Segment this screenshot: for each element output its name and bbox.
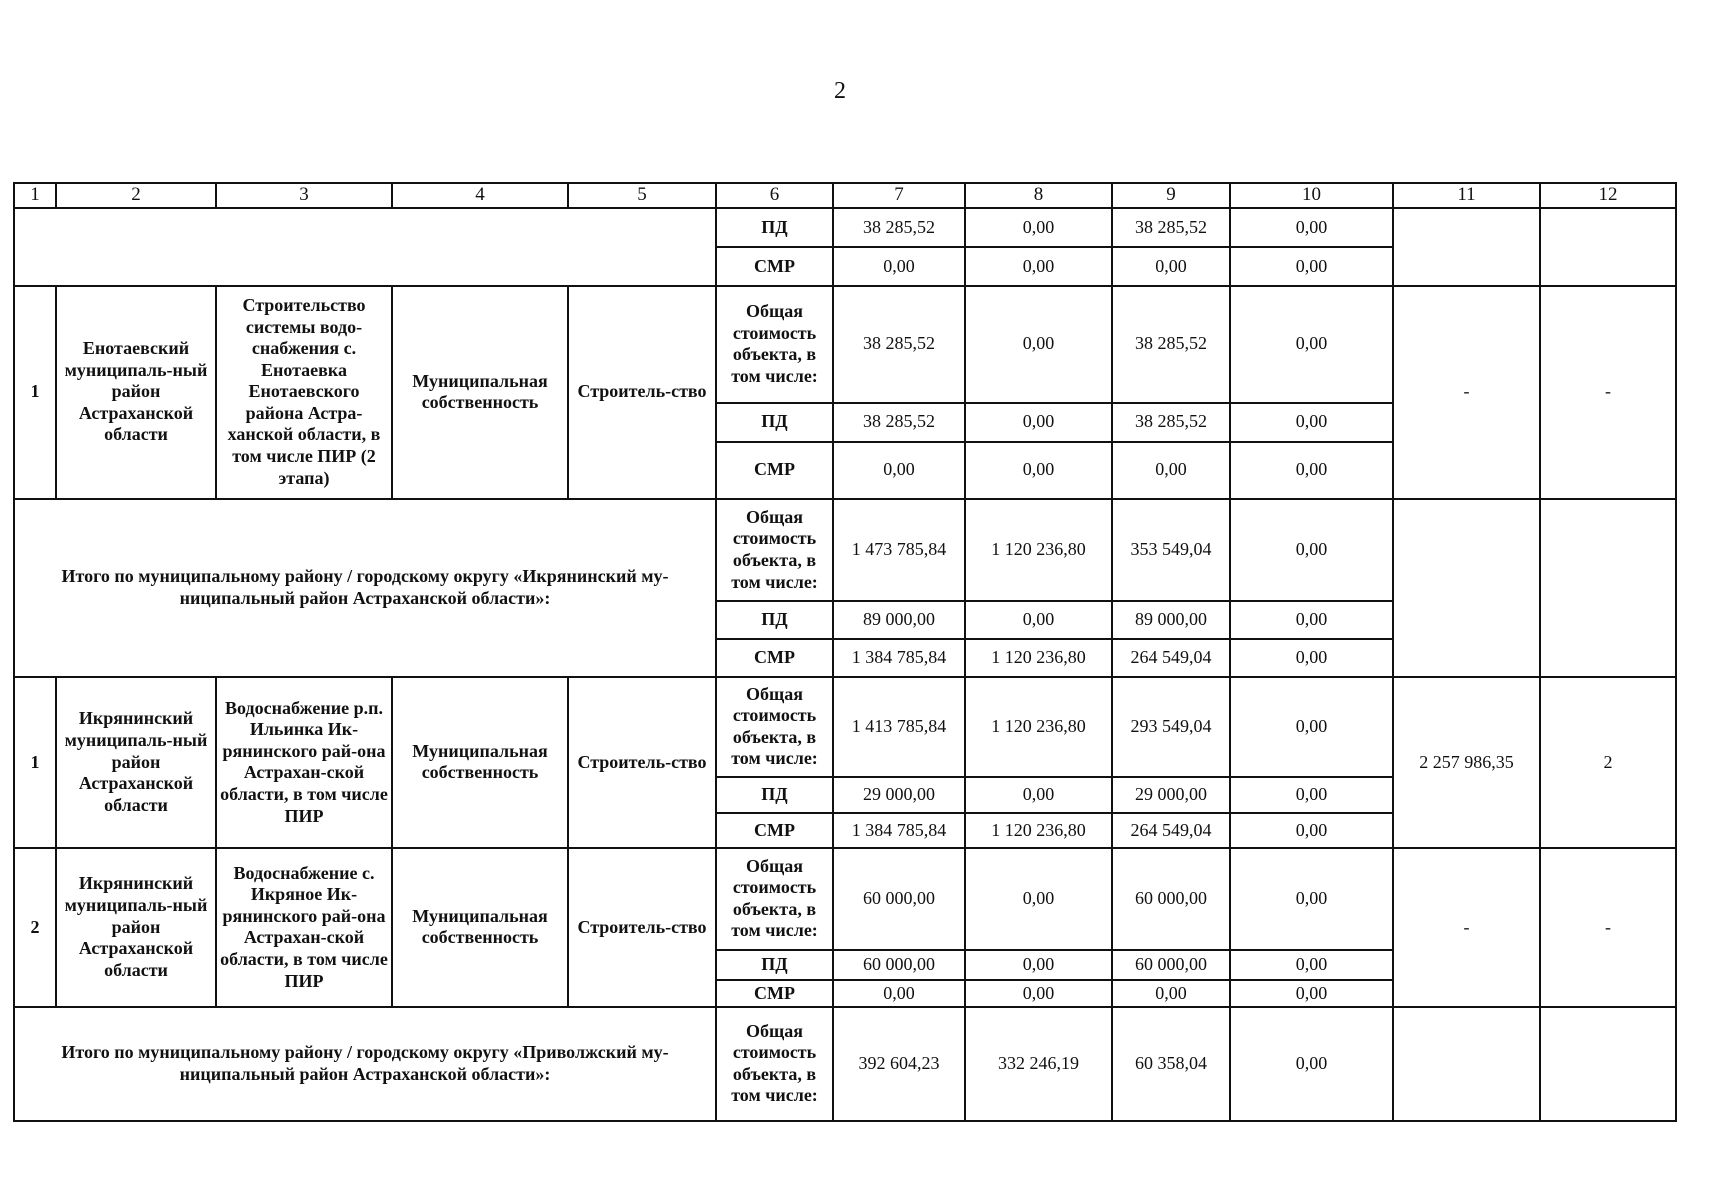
value-cell: 0,00	[1230, 247, 1393, 286]
value-cell: 38 285,52	[1112, 403, 1230, 442]
value-cell: 0,00	[965, 601, 1112, 639]
row-label-total: Общая стоимость объекта, в том числе:	[716, 677, 833, 777]
object-name-cell: Водоснабжение р.п. Ильинка Ик-рянинского рай-она Астрахан-ской области, в том числе ПИР	[216, 677, 392, 848]
value-cell: 0,00	[1230, 208, 1393, 247]
value-cell: 0,00	[1230, 950, 1393, 981]
value-cell: 1 413 785,84	[833, 677, 965, 777]
value-cell: 1 384 785,84	[833, 813, 965, 848]
value-cell: 1 120 236,80	[965, 677, 1112, 777]
value-cell: 38 285,52	[1112, 208, 1230, 247]
table-row	[14, 208, 1676, 247]
work-type-cell: Строитель-ство	[568, 848, 716, 1007]
page-number: 2	[834, 78, 846, 104]
value-cell: 0,00	[1230, 639, 1393, 677]
value-cell: 89 000,00	[1112, 601, 1230, 639]
value-cell: 38 285,52	[833, 286, 965, 403]
value-cell: 60 000,00	[833, 848, 965, 950]
value-cell: 0,00	[1230, 499, 1393, 602]
ownership-cell: Муниципальная собственность	[392, 286, 568, 499]
value-cell: 1 384 785,84	[833, 639, 965, 677]
value-cell: 0,00	[1230, 442, 1393, 499]
district-cell: Икрянинский муниципаль-ный район Астраханской области	[56, 677, 216, 848]
ownership-cell: Муниципальная собственность	[392, 677, 568, 848]
value-cell: 0,00	[965, 980, 1112, 1006]
row-label-pd: ПД	[716, 601, 833, 639]
value-cell: 1 120 236,80	[965, 499, 1112, 602]
value-cell: 0,00	[1230, 980, 1393, 1006]
value-cell: 0,00	[965, 777, 1112, 814]
value-cell: 353 549,04	[1112, 499, 1230, 602]
column-number: 10	[1230, 183, 1393, 208]
value-cell: 0,00	[1230, 813, 1393, 848]
column-number: 7	[833, 183, 965, 208]
value-cell: 89 000,00	[833, 601, 965, 639]
value-cell: 1 120 236,80	[965, 813, 1112, 848]
value-cell: 60 000,00	[1112, 950, 1230, 981]
value-cell: 0,00	[965, 286, 1112, 403]
column-number: 11	[1393, 183, 1540, 208]
value-cell: 0,00	[965, 950, 1112, 981]
column-number: 5	[568, 183, 716, 208]
budget-table	[13, 182, 1677, 1122]
row-number: 1	[14, 677, 56, 848]
value-cell: 0,00	[1230, 286, 1393, 403]
value-cell: 60 000,00	[1112, 848, 1230, 950]
row-label-total: Общая стоимость объекта, в том числе:	[716, 848, 833, 950]
value-cell: 0,00	[833, 980, 965, 1006]
value-cell: 293 549,04	[1112, 677, 1230, 777]
row-number: 2	[14, 848, 56, 1007]
value-cell: 29 000,00	[1112, 777, 1230, 814]
value-cell: 0,00	[965, 208, 1112, 247]
column-number: 12	[1540, 183, 1676, 208]
column-number: 4	[392, 183, 568, 208]
value-cell: 0,00	[833, 442, 965, 499]
row-label-total: Общая стоимость объекта, в том числе:	[716, 286, 833, 403]
empty-cell	[14, 208, 716, 285]
value-cell: 60 358,04	[1112, 1007, 1230, 1121]
value-cell: 38 285,52	[833, 208, 965, 247]
empty-cell	[1393, 499, 1540, 677]
value-cell: 0,00	[1230, 677, 1393, 777]
value-cell: 392 604,23	[833, 1007, 965, 1121]
object-name-cell: Строительство системы водо-снабжения с. Енотаевка Енотаевского района Астра-ханской области, в том числе ПИР (2 этапа)	[216, 286, 392, 499]
row-label-pd: ПД	[716, 777, 833, 814]
column-number: 9	[1112, 183, 1230, 208]
row-label-smr: СМР	[716, 813, 833, 848]
col12-cell: 2	[1540, 677, 1676, 848]
value-cell: 332 246,19	[965, 1007, 1112, 1121]
district-cell: Енотаевский муниципаль-ный район Астраханской области	[56, 286, 216, 499]
value-cell: 0,00	[1230, 1007, 1393, 1121]
value-cell: 38 285,52	[1112, 286, 1230, 403]
row-label-smr: СМР	[716, 639, 833, 677]
empty-cell	[1540, 499, 1676, 677]
table-row	[14, 286, 1676, 403]
empty-cell	[1540, 208, 1676, 285]
col12-cell: -	[1540, 286, 1676, 499]
value-cell: 0,00	[965, 848, 1112, 950]
value-cell: 38 285,52	[833, 403, 965, 442]
work-type-cell: Строитель-ство	[568, 677, 716, 848]
column-number: 2	[56, 183, 216, 208]
empty-cell	[1393, 208, 1540, 285]
row-label-pd: ПД	[716, 403, 833, 442]
column-number: 3	[216, 183, 392, 208]
col11-cell: 2 257 986,35	[1393, 677, 1540, 848]
value-cell: 264 549,04	[1112, 813, 1230, 848]
value-cell: 264 549,04	[1112, 639, 1230, 677]
table-row	[14, 848, 1676, 950]
value-cell: 0,00	[1230, 848, 1393, 950]
ownership-cell: Муниципальная собственность	[392, 848, 568, 1007]
value-cell: 0,00	[1230, 777, 1393, 814]
row-label-total: Общая стоимость объекта, в том числе:	[716, 499, 833, 602]
value-cell: 0,00	[965, 247, 1112, 286]
row-label-pd: ПД	[716, 950, 833, 981]
row-label-smr: СМР	[716, 980, 833, 1006]
column-number: 6	[716, 183, 833, 208]
row-number: 1	[14, 286, 56, 499]
column-number: 8	[965, 183, 1112, 208]
value-cell: 29 000,00	[833, 777, 965, 814]
row-label-total: Общая стоимость объекта, в том числе:	[716, 1007, 833, 1121]
table-row	[14, 677, 1676, 777]
column-number: 1	[14, 183, 56, 208]
value-cell: 0,00	[1230, 601, 1393, 639]
row-label-smr: СМР	[716, 247, 833, 286]
col11-cell: -	[1393, 848, 1540, 1007]
table-row	[14, 1007, 1676, 1121]
row-label-smr: СМР	[716, 442, 833, 499]
empty-cell	[1540, 1007, 1676, 1121]
col12-cell: -	[1540, 848, 1676, 1007]
value-cell: 60 000,00	[833, 950, 965, 981]
value-cell: 0,00	[1112, 247, 1230, 286]
value-cell: 0,00	[833, 247, 965, 286]
value-cell: 0,00	[1112, 980, 1230, 1006]
district-cell: Икрянинский муниципаль-ный район Астраханской области	[56, 848, 216, 1007]
object-name-cell: Водоснабжение с. Икряное Ик-рянинского рай-она Астрахан-ской области, в том числе ПИР	[216, 848, 392, 1007]
column-number-row	[14, 183, 1676, 208]
value-cell: 0,00	[1112, 442, 1230, 499]
district-total-label: Итого по муниципальному району / городскому округу «Икрянинский му-ниципальный район Астраханской области»:	[14, 499, 716, 677]
table-row	[14, 499, 1676, 602]
empty-cell	[1393, 1007, 1540, 1121]
col11-cell: -	[1393, 286, 1540, 499]
value-cell: 0,00	[1230, 403, 1393, 442]
value-cell: 0,00	[965, 442, 1112, 499]
value-cell: 1 473 785,84	[833, 499, 965, 602]
row-label-pd: ПД	[716, 208, 833, 247]
work-type-cell: Строитель-ство	[568, 286, 716, 499]
district-total-label: Итого по муниципальному району / городскому округу «Приволжский му-ниципальный район Астраханской области»:	[14, 1007, 716, 1121]
value-cell: 1 120 236,80	[965, 639, 1112, 677]
value-cell: 0,00	[965, 403, 1112, 442]
